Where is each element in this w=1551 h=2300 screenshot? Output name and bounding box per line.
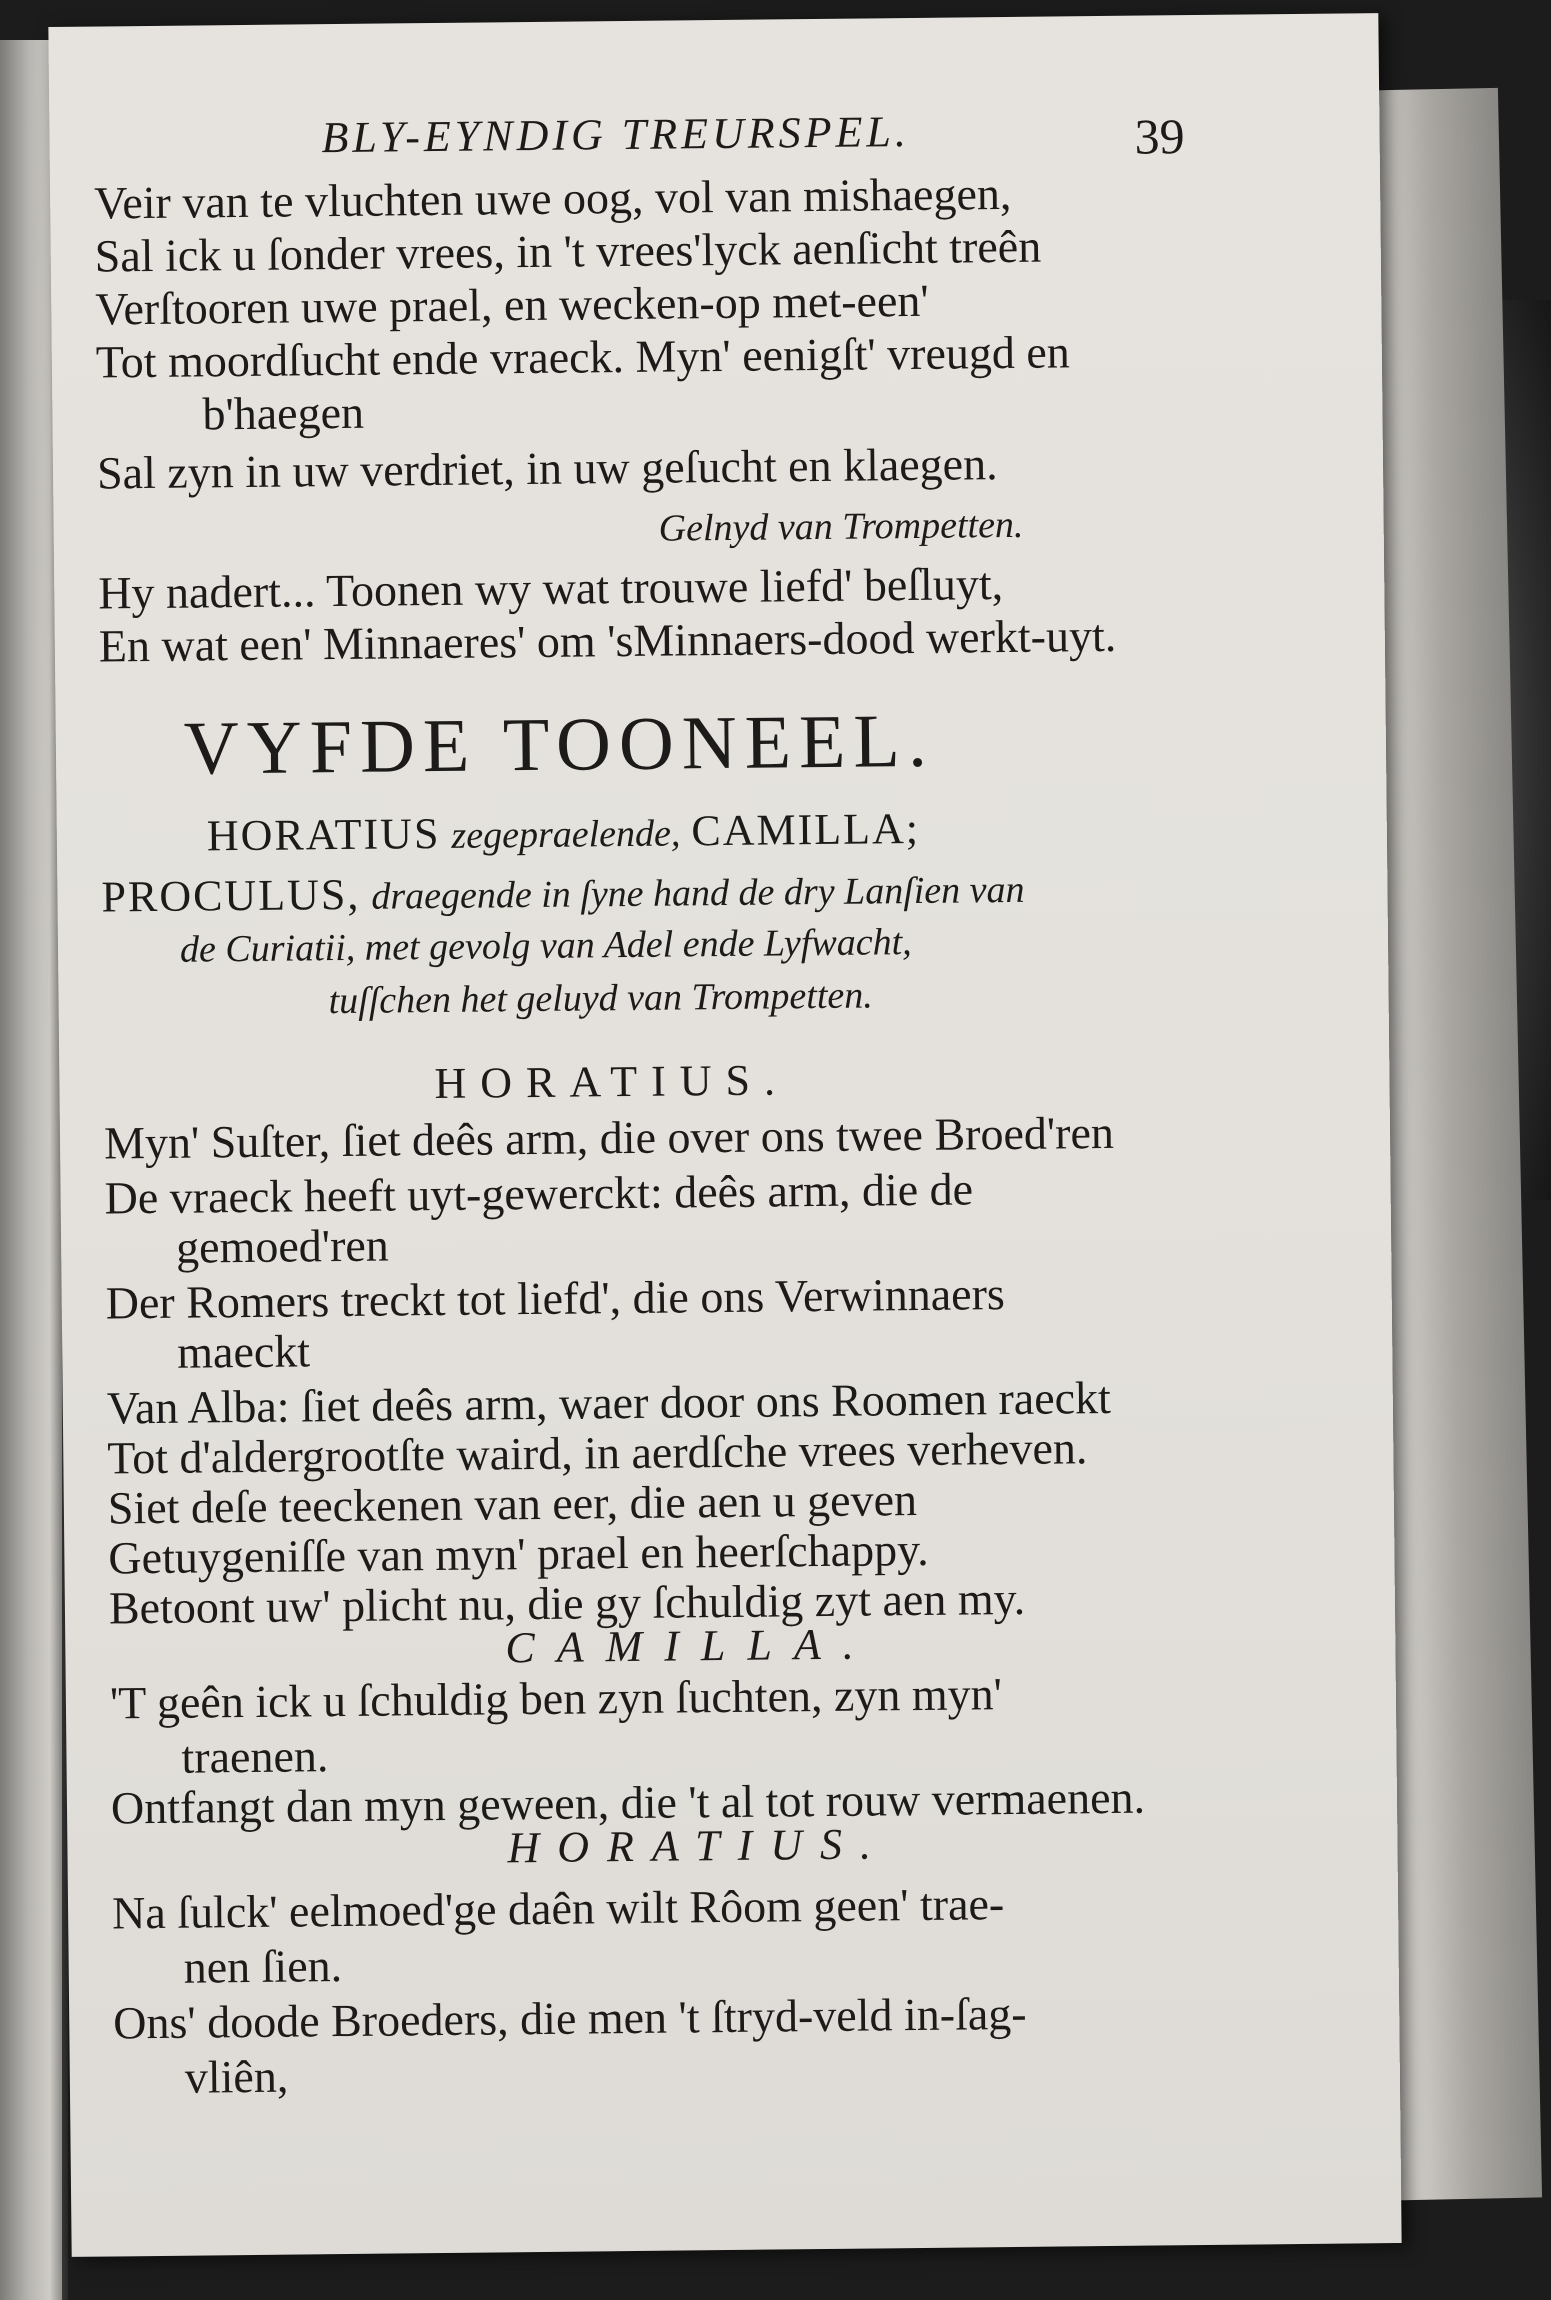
- verse-line: Tot moordſucht ende vraeck. Myn' eenigſt' vreugd en: [95, 326, 1071, 388]
- cast-line-4: tuſſchen het geluyd van Trompetten.: [328, 974, 873, 1023]
- verse-line: Tot d'aldergrootſte waird, in aerdſche vrees verheven.: [107, 1422, 1088, 1484]
- page-number: 39: [1134, 108, 1185, 165]
- scene-heading: VYFDE TOONEEL.: [183, 698, 936, 791]
- running-title: BLY-EYNDIG TREURSPEL.: [321, 107, 911, 163]
- speaker-name: HORATIUS.: [434, 1055, 790, 1109]
- cast-line-2: [101, 862, 1025, 923]
- book-page: [48, 13, 1401, 2257]
- cast-description: zegepraelende,: [451, 812, 681, 857]
- cast-name: HORATIUS: [206, 808, 441, 861]
- verse-line: Na ſulck' eelmoed'ge daên wilt Rôom geen' trae-: [111, 1878, 1005, 1939]
- cast-line-3: de Curiatii, met gevolg van Adel ende Lyfwacht,: [179, 921, 912, 971]
- cast-name: CAMILLA;: [691, 803, 921, 856]
- verse-line: Betoont uw' plicht nu, die gy ſchuldig zyt aen my.: [108, 1572, 1026, 1634]
- verse-line-continuation: nen ſien.: [183, 1940, 343, 1993]
- verse-line: Getuygeniſſe van myn' prael en heerſchappy.: [108, 1523, 929, 1584]
- verse-line: Myn' Suſter, ſiet deês arm, die over ons twee Broed'ren: [103, 1106, 1115, 1169]
- verse-line-continuation: gemoed'ren: [175, 1219, 390, 1273]
- stage-direction: Gelnyd van Trompetten.: [658, 503, 1024, 550]
- verse-line: Sal zyn in uw verdriet, in uw geſucht en klaegen.: [96, 438, 998, 499]
- verse-line: Van Alba: ſiet deês arm, waer door ons Roomen raeckt: [106, 1371, 1112, 1434]
- speaker-name: HORATIUS.: [507, 1819, 890, 1873]
- verse-line: Ons' doode Broeders, die men 't ſtryd-veld in-ſag-: [112, 1987, 1027, 2049]
- verse-line-continuation: vliên,: [184, 2050, 289, 2103]
- verse-line-continuation: b'haegen: [202, 386, 365, 440]
- cast-line-1: [207, 803, 921, 861]
- cast-name: PROCULUS,: [101, 869, 361, 922]
- verse-line: Hy nadert... Toonen wy wat trouwe liefd' beſluyt,: [98, 558, 1004, 619]
- speaker-name: CAMILLA.: [505, 1619, 876, 1673]
- verse-line: Sal ick u ſonder vrees, in 't vrees'lyck aenſicht treên: [94, 220, 1042, 282]
- verse-line: En wat een' Minnaeres' om 'sMinnaers-dood werkt-uyt.: [98, 609, 1117, 672]
- verse-line: Ontfangt dan myn geween, die 't al tot rouw vermaenen.: [110, 1771, 1146, 1834]
- verse-line: Veir van te vluchten uwe oog, vol van mishaegen,: [93, 167, 1012, 229]
- verse-line: Der Romers treckt tot liefd', die ons Verwinnaers: [105, 1268, 1006, 1329]
- verse-line-continuation: maeckt: [176, 1325, 311, 1378]
- verse-line: Siet deſe teeckenen van eer, die aen u geven: [107, 1474, 918, 1534]
- cast-description: draegende in ſyne hand de dry Lanſien van: [371, 868, 1025, 918]
- verse-line: De vraeck heeft uyt-gewerckt: deês arm, die de: [104, 1163, 974, 1224]
- verse-line: 'T geên ick u ſchuldig ben zyn ſuchten, zyn myn': [109, 1668, 1003, 1729]
- verse-line-continuation: traenen.: [181, 1730, 329, 1783]
- verse-line: Verſtooren uwe prael, en wecken-op met-een': [95, 274, 929, 335]
